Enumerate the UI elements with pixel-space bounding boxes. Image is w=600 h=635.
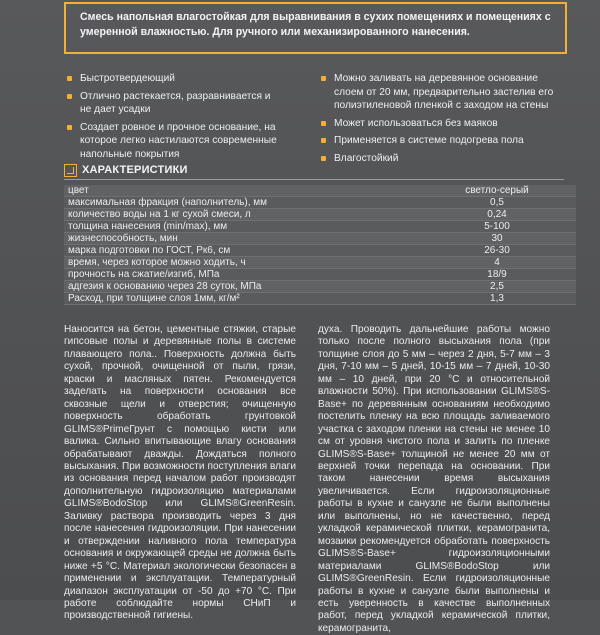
- bullet-icon: [321, 121, 326, 126]
- body-text: Наносится на бетон, цементные стяжки, старые гипсовые полы и деревянные полы в системе плавающего пола.. Поверхность должна быть сухой, прочной, очищенной от пыли, грязи, краски и масляных пятен. Рекомендуется заделать на поверхности основания все сквозные щели и отверстия; очищенную поверхность обработать грунтовкой GLIMS®PrimeГрунт с помощью кисти или валика. Сильно впитывающие влагу основания обрабатывают дважды. Дождаться полного высыхания. При возможности поступления влаги из основания перед началом работ производят дополнительную гидроизоляцию материалами GLIMS®BodoStop или GLIMS®GreenResin. Заливку раствора производить через 3 дня после нанесения гидроизоляции. При нанесении и отверждении наливного пола температура основания и окружающей среды не должна быть ниже +5 °С. Материал экологически безопасен в применении и эксплуатации. Температурный диапазон эксплуатации от -50 до +70 °С. При работе соблюдайте нормы СНиП и производственной гигиены.: [64, 324, 296, 622]
- features-right-list: [318, 72, 558, 169]
- list-item: Влагостойкий: [318, 152, 558, 166]
- table-row: количество воды на 1 кг сухой смеси, л 0,24: [64, 209, 576, 221]
- body-text: духа. Проводить дальнейшие работы можно только после полного высыхания пола (при толщине слоя до 5 мм – через 2 дня, 5-7 мм – 3 дня, 7-10 мм – 5 дней, 10-15 мм – 7 дней, 10-30 мм – 10 дней, при 20 °С и относительной влажности 50%). При использовании GLIMS®S-Base+ по деревянным основаниям необходимо постелить пленку на всю площадь заливаемого участка с заходом пленки на стены не менее 10 см от уровня чистого пола и залить по пленке GLIMS®S-Base+ толщиной не менее 20 мм от верхней точки перепада на основании. При таком нанесении время высыхания увеличивается. Если гидроизоляционные работы в кухне и санузле не были выполнены или выполнены, но не качественно, перед укладкой керамической плитки, керамогранита, мозаики рекомендуется обработать поверхность GLIMS®S-Base+ гидроизоляционными материалами GLIMS®BodoStop или GLIMS®GreenResin. Если гидроизоляционные работы в кухне и санузле были выполнены и есть уверенность в качестве выполненных работ, перед укладкой керамической плитки, керамогранита,: [318, 324, 550, 634]
- characteristics-heading: [64, 164, 544, 182]
- table-row: цвет светло-серый: [64, 185, 576, 197]
- table-row: прочность на сжатие/изгиб, МПа 18/9: [64, 269, 576, 281]
- bullet-icon: [67, 94, 72, 99]
- list-item: Отлично растекается, разравнивается и не дает усадки: [64, 90, 282, 117]
- list-item: Применяется в системе подогрева пола: [318, 134, 558, 148]
- divider: [64, 179, 564, 180]
- list-item: Может использоваться без маяков: [318, 117, 558, 131]
- instructions-column-right: [318, 324, 550, 635]
- table-row: адгезия к основанию через 28 суток, МПа 2,5: [64, 281, 576, 293]
- spec-icon: [64, 164, 77, 177]
- table-row: время, через которое можно ходить, ч 4: [64, 257, 576, 269]
- bullet-icon: [321, 156, 326, 161]
- characteristics-table: [64, 185, 576, 305]
- bullet-icon: [67, 76, 72, 81]
- list-item: Создает ровное и прочное основание, на которое легко настилаются современные напольные покрытия: [64, 121, 282, 162]
- intro-box: [64, 2, 567, 54]
- features-left-list: [64, 72, 282, 165]
- bullet-icon: [321, 76, 326, 81]
- list-item: Можно заливать на деревянное основание слоем от 20 мм, предварительно застелив его полиэтиленовой пленкой с заходом на стены: [318, 72, 558, 113]
- table-row: марка подготовки по ГОСТ, Рк6, см 26-30: [64, 245, 576, 257]
- section-title: ХАРАКТЕРИСТИКИ: [82, 164, 188, 176]
- table-row: максимальная фракция (наполнитель), мм 0,5: [64, 197, 576, 209]
- table-row: Расход, при толщине слоя 1мм, кг/м² 1,3: [64, 293, 576, 305]
- table-row: жизнеспособность, мин 30: [64, 233, 576, 245]
- bullet-icon: [67, 125, 72, 130]
- intro-text: Смесь напольная влагостойкая для выравнивания в сухих помещениях и помещениях с умеренной влажностью. Для ручного или механизированного нанесения.: [80, 11, 551, 38]
- table-row: толщина нанесения (min/max), мм 5-100: [64, 221, 576, 233]
- bullet-icon: [321, 138, 326, 143]
- instructions-column-left: [64, 324, 296, 623]
- list-item: Быстротвердеющий: [64, 72, 282, 86]
